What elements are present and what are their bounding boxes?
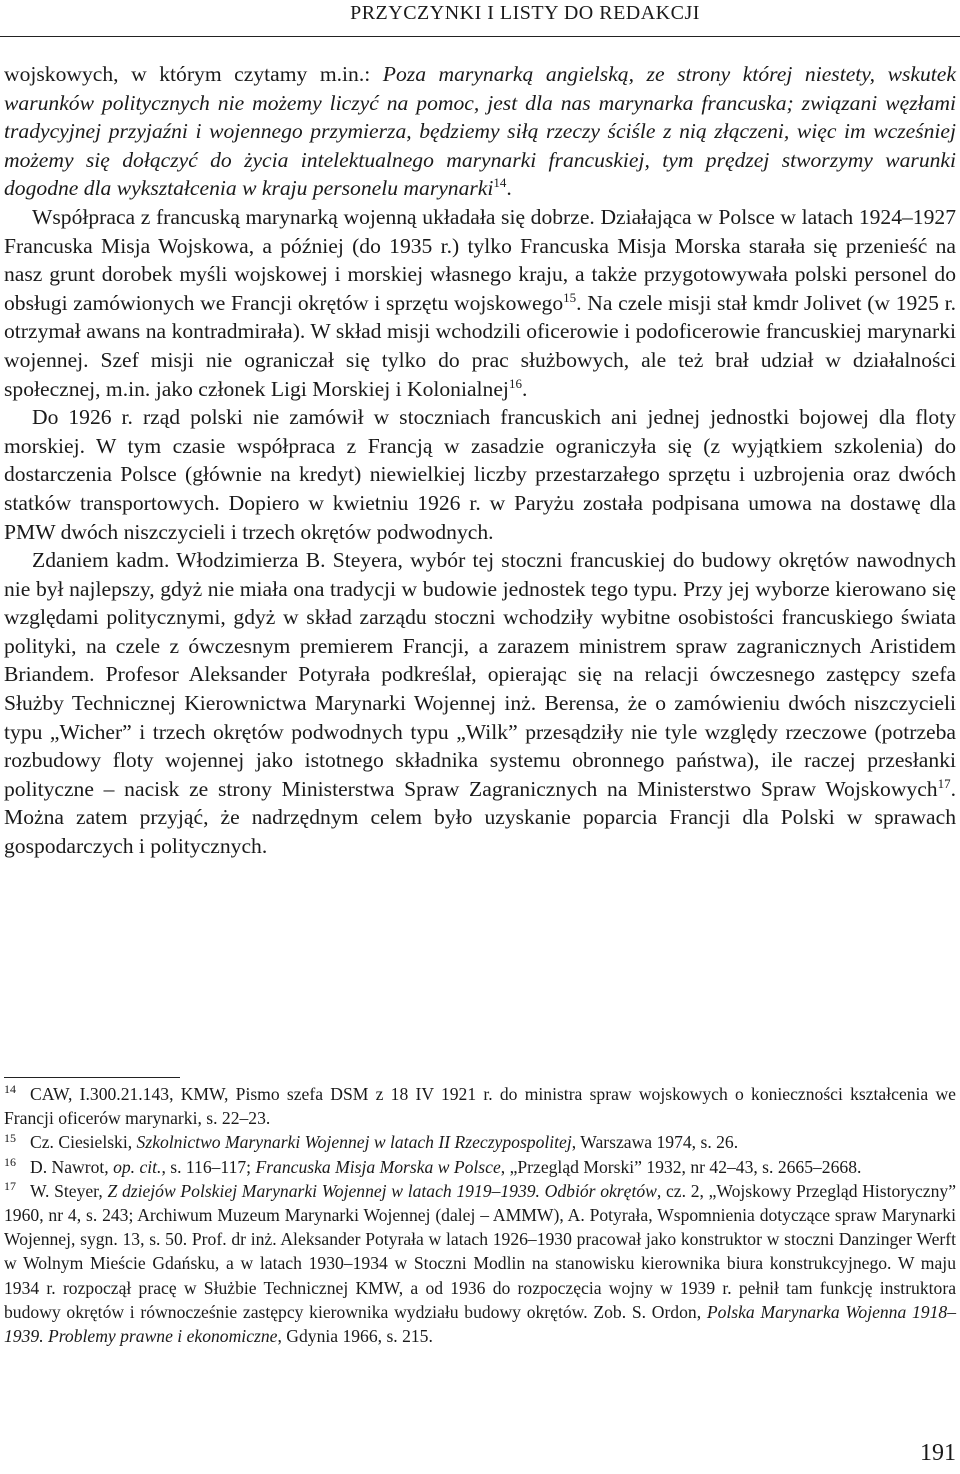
footnote-17-title: Z dziejów Polskiej Marynarki Wojennej w latach 1919–1939. Odbiór okrętów: [107, 1180, 657, 1201]
running-header: [0, 2, 960, 25]
main-text: [4, 60, 956, 861]
footnote-15: 15 Cz. Ciesielski, Szkolnictwo Marynarki Wojennej w latach II Rzeczypospolitej, Warszawa 1974, s. 26.: [4, 1130, 739, 1153]
footnotes: [4, 1082, 956, 1348]
paragraph-2-text-a: Współpraca z francuską marynarką wojenną układała się dobrze. Działająca w Polsce w latach 1924–1927 Francuska Misja Wojskowa, a później (do 1935 r.) tylko Francuska Misja Morska starała się przenieść na nasz grunt dorobek myśli wojskowej i morskiej własnego kraju, a także przygotowywała polski personel do obsługi zamówionych we Francji okrętów i sprzętu wojskowego: [4, 204, 956, 315]
footnote-ref-15: 15: [563, 289, 577, 305]
footnote-separator: [4, 1077, 180, 1078]
paragraph-1: [4, 60, 956, 203]
paragraph-1-end: .: [506, 176, 512, 201]
paragraph-2-end: .: [521, 376, 528, 401]
footnote-17-title2: Polska Marynarka Wojenna 1918–1939. Problemy prawne i ekonomiczne: [4, 1301, 956, 1347]
footnote-15-author: Cz. Ciesielski,: [30, 1132, 137, 1153]
footnote-15-rest: , Warszawa 1974, s. 26.: [571, 1132, 739, 1153]
paragraph-4-text-b: . Można zatem przyjąć, że nadrzędnym celem było uzyskanie poparcia Francji dla Polski w sprawach gospodarczych i politycznych.: [4, 776, 956, 859]
paragraph-3: [4, 403, 956, 546]
footnote-16-title: op. cit.: [113, 1156, 162, 1177]
footnote-16: 16 D. Nawrot, op. cit., s. 116–117; Francuska Misja Morska w Polsce, „Przegląd Morski” 1932, nr 42–43, s. 2665–2668.: [4, 1154, 862, 1177]
paragraph-2: [4, 203, 956, 403]
footnote-ref-17: 17: [937, 775, 951, 791]
footnote-17-author: W. Steyer,: [30, 1180, 108, 1201]
header-rule: [0, 36, 960, 37]
page-number: 191: [920, 1440, 956, 1466]
footnote-17-rest: , Gdynia 1966, s. 215.: [277, 1326, 433, 1347]
footnote-15-title: Szkolnictwo Marynarki Wojennej w latach II Rzeczypospolitej: [136, 1132, 572, 1153]
footnote-17: 17 W. Steyer, Z dziejów Polskiej Marynarki Wojennej w latach 1919–1939. Odbiór okrętów, cz. 2, „Wojskowy Przegląd Historyczny” 1960, nr 4, s. 243; Archiwum Muzeum Marynarki Wojennej (dalej – AMMW), A. Potyrała, Wspomnienia dotyczące spraw Marynarki Wojennej, sygn. 13, s. 50. Prof. dr inż. Aleksander Potyrała w latach 1926–1930 pracował jako konstruktor w stoczni Danzinger Werft w Wolnym Mieście Gdańsku, a w latach 1930–1934 w Stoczni Modlin na stanowisku kierownika biura konstrukcyjnego. W maju 1934 r. rozpoczął pracę w Służbie Technicznej KMW, a od 1936 do rozpoczęcia wojny w 1939 r. pełnił tam funkcję instruktora budowy okrętów i równocześnie zastępcy kierownika wydziału budowy okrętów. Zob. S. Ordon, Polska Marynarka Wojenna 1918–1939. Problemy prawne i ekonomiczne, Gdynia 1966, s. 215.: [4, 1178, 957, 1347]
footnote-ref-16: 16: [508, 375, 522, 391]
paragraph-1-quote: Poza marynarką angielską, ze strony której niestety, wskutek warunków politycznych nie możemy liczyć na pomoc, jest dla nas marynarka francuska; związani węzłami tradycyjnej przyjaźni i wojennego przymierza, będziemy siłą rzeczy ściśle z nią złączeni, więc im wcześniej możemy się dołączyć do życia intelektualnego marynarki francuskiej, tym prędzej stworzymy warunki dogodne dla wykształcenia w kraju personelu marynarki: [4, 62, 956, 201]
footnote-16-author: D. Nawrot,: [30, 1156, 114, 1177]
footnote-14: 14 CAW, I.300.21.143, KMW, Pismo szefa DSM z 18 IV 1921 r. do ministra spraw wojskowych o konieczności kształcenia we Francji oficerów marynarki, s. 22–23.: [4, 1082, 956, 1129]
paragraph-4-text-a: Zdaniem kadm. Włodzimierza B. Steyera, wybór tej stoczni francuskiej do budowy okrętów nawodnych nie był najlepszy, gdyż nie miała ona tradycji w budowie jednostek tego typu. Przy jej wyborze kierowano się względami politycznymi, gdyż w skład zarządu stoczni wchodziły wybitne osobistości francuskiego świata polityki, na czele z ówczesnym premierem Francji, a zarazem ministrem spraw zagranicznych Aristidem Briandem. Profesor Aleksander Potyrała podkreślał, opierając się na relacji ówczesnego zastępcy szefa Służby Technicznej Kierownictwa Marynarki Wojennej inż. Berensa, że o zamówieniu dwóch niszczycieli typu „Wicher” i trzech okrętów podwodnych typu „Wilk” przesądziły nie tyle względy rzeczowe (potrzeba rozbudowy floty wojennej jako istotnego składnika systemu obronnego państwa), ile raczej przesłanki polityczne – nacisk ze strony Ministerstwa Spraw Zagranicznych na Ministerstwo Spraw Wojskowych: [4, 548, 956, 801]
footnote-16-rest: , „Przegląd Morski” 1932, nr 42–43, s. 2665–2668.: [500, 1156, 862, 1177]
footnote-14-text: CAW, I.300.21.143, KMW, Pismo szefa DSM z 18 IV 1921 r. do ministra spraw wojskowych o konieczności kształcenia we Francji oficerów marynarki, s. 22–23.: [4, 1084, 956, 1129]
paragraph-3-text: Do 1926 r. rząd polski nie zamówił w stoczniach francuskich ani jednej jednostki bojowej dla floty morskiej. W tym czasie współpraca z Francją w zasadzie ograniczyła się (z wyjątkiem szkolenia) do dostarczenia Polsce (głównie na kredyt) niewielkiej liczby przestarzałego sprzętu i uzbrojenia oraz dwóch statków transportowych. Dopiero w kwietniu 1926 r. w Paryżu została podpisana umowa na dostawę dla PMW dwóch niszczycieli i trzech okrętów podwodnych.: [4, 405, 956, 544]
paragraph-1-intro: wojskowych, w którym czytamy m.in.:: [4, 62, 383, 86]
footnote-17-mid: , cz. 2, „Wojskowy Przegląd Historyczny” 1960, nr 4, s. 243; Archiwum Muzeum Marynarki Wojennej (dalej – AMMW), A. Potyrała, Wspomnienia dotyczące spraw Marynarki Wojennej, sygn. 13, s. 50. Prof. dr inż. Aleksander Potyrała w latach 1926–1930 pracował jako konstruktor w stoczni Danzinger Werft w Wolnym Mieście Gdańsku, a w latach 1930–1934 w Stoczni Modlin na stanowisku kierownika biura konstrukcyjnego. W maju 1934 r. rozpoczął pracę w Służbie Technicznej KMW, a od 1936 do rozpoczęcia wojny w 1939 r. pełnił tam funkcję instruktora budowy okrętów i równocześnie zastępcy kierownika wydziału budowy okrętów. Zob. S. Ordon,: [4, 1180, 957, 1322]
paragraph-4: [4, 546, 956, 861]
paragraph-2-text-b: . Na czele misji stał kmdr Jolivet (w 1925 r. otrzymał awans na kontradmirała). W skład misji wchodzili oficerowie i podoficerowie francuskiej marynarki wojennej. Szef misji nie ograniczał się tylko do prac służbowych, ale też brał udział w działalności społecznej, m.in. jako członek Ligi Morskiej i Kolonialnej: [4, 290, 956, 401]
footnote-ref-14: 14: [493, 175, 507, 191]
running-header-title: PRZYCZYNKI I LISTY DO REDAKCJI: [350, 2, 700, 24]
footnote-16-mid: , s. 116–117;: [161, 1156, 256, 1177]
footnote-16-title2: Francuska Misja Morska w Polsce: [255, 1156, 501, 1177]
